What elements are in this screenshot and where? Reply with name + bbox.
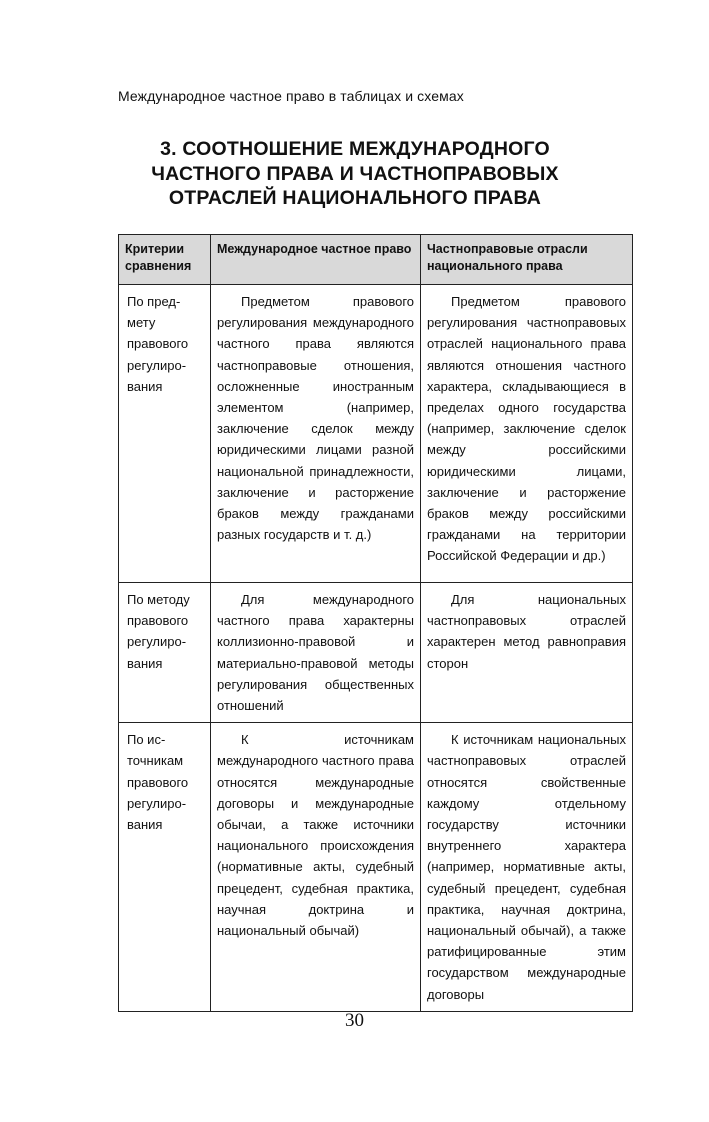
chapter-title-line: ЧАСТНОГО ПРАВА И ЧАСТНОПРАВОВЫХ [151,162,559,185]
table-row [119,285,633,583]
criterion-cell [119,583,211,723]
table-row [119,723,633,1012]
chapter-title [100,137,610,211]
criterion-cell [119,285,211,583]
header-international-private-law: Международное частное право [211,235,421,285]
criterion-line: вания [127,655,163,671]
international-cell: Предметом правового регулирования международного частного права являются частноправовые отношения, осложненные иностранным элементом (например, заключение сделок между юридическими лицами разной национальной принадлежности, заключение и расторжение браков между гражданами разных государств и т. д.) [211,285,421,583]
criterion-line: регулиро- [127,357,187,373]
chapter-title-line: 3. СООТНОШЕНИЕ МЕЖДУНАРОДНОГО [160,138,550,160]
criterion-line: регулиро- [127,795,187,811]
comparison-table [118,234,633,1012]
national-cell: Для национальных частноправовых отраслей характерен метод равноправия сторон [421,583,633,723]
criterion-line: вания [127,378,163,394]
criterion-line: правового [127,613,189,629]
criterion-line: регулиро- [127,634,187,650]
criterion-cell [119,723,211,1012]
criterion-line: точникам [127,753,184,769]
international-cell: Для международного частного права характерны коллизионно-правовой и материально-правовой методы регулирования общественных отношений [211,583,421,723]
table-header-row [119,235,633,285]
header-national-private-law: Частноправовые отрасли национального права [421,235,633,285]
national-cell: К источникам национальных частноправовых отраслей относятся свойственные каждому отдельному государству источники внутреннего характера (например, нормативные акты, судебный прецедент, судебная практика, научная доктрина, национальный обычай), а также ратифицированные этим государством международные договоры [421,723,633,1012]
criterion-line: правового [127,774,189,790]
criterion-line: мету [127,315,156,331]
running-head: Международное частное право в таблицах и схемах [118,88,464,104]
criterion-line: правового [127,336,189,352]
page-number: 30 [345,1010,364,1031]
international-cell: К источникам международного частного права относятся международные договоры и международные обычаи, а также источники национального происхождения (нормативные акты, судебный прецедент, судебная практика, научная доктрина и национальный обычай) [211,723,421,1012]
criterion-line: По ис- [127,732,166,748]
table-row [119,583,633,723]
criterion-line: По методу [127,592,190,607]
criterion-line: вания [127,817,163,833]
criterion-line: По пред- [127,294,181,309]
national-cell: Предметом правового регулирования частноправовых отраслей национального права являются отношения частного характера, складывающиеся в пределах одного государства (например, заключение сделок между российскими юридическими лицами, заключение и расторжение браков между российскими гражданами на территории Российской Федерации и др.) [421,285,633,583]
chapter-title-line: ОТРАСЛЕЙ НАЦИОНАЛЬНОГО ПРАВА [168,187,542,209]
header-criteria: Критерии сравнения [119,235,211,285]
